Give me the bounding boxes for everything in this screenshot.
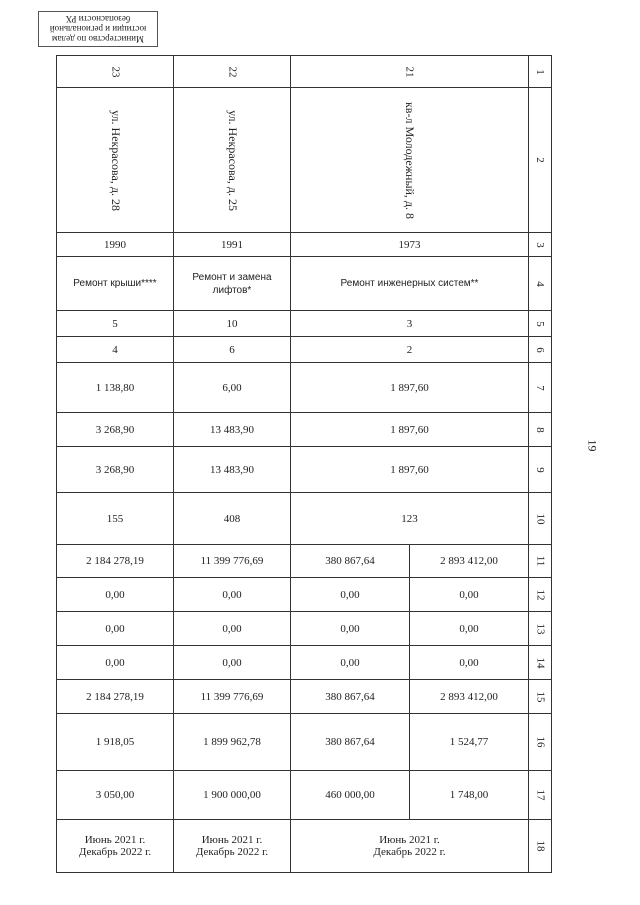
cell (291, 56, 529, 88)
table-row (57, 820, 552, 873)
row-number: 14 (529, 646, 552, 680)
table-row (57, 363, 552, 413)
cell: 0,00 (174, 646, 291, 680)
row-number: 17 (529, 771, 552, 820)
cell: 2 184 278,19 (57, 680, 174, 714)
date-cell: Июнь 2021 г. Декабрь 2022 г. (174, 820, 291, 873)
date-cell: Июнь 2021 г. Декабрь 2022 г. (57, 820, 174, 873)
cell: 2 (291, 337, 529, 363)
cell (57, 56, 174, 88)
cell: 11 399 776,69 (174, 545, 291, 578)
row-number: 2 (529, 88, 552, 233)
column-number: 23 (109, 66, 121, 77)
row-number: 13 (529, 612, 552, 646)
cell: 123 (291, 493, 529, 545)
row-number: 11 (529, 545, 552, 578)
cell (57, 88, 174, 233)
column-number: 21 (403, 66, 416, 77)
row-number: 1 (529, 56, 552, 88)
stamp-line: юстиции и региональной (49, 24, 147, 34)
cell (174, 56, 291, 88)
cell: 1 138,80 (57, 363, 174, 413)
stamp-line: безопасности РХ (65, 14, 131, 24)
table-row (57, 311, 552, 337)
table-row (57, 337, 552, 363)
cell: 13 483,90 (174, 413, 291, 447)
work-type-cell: Ремонт инженерных систем** (291, 257, 529, 311)
repair-schedule-table (56, 55, 552, 873)
cell: 3 050,00 (57, 771, 174, 820)
table-row (57, 714, 552, 771)
year-cell: 1991 (174, 233, 291, 257)
cell (174, 88, 291, 233)
cell: 10 (174, 311, 291, 337)
cell: 460 000,00 (291, 771, 410, 820)
cell: 0,00 (291, 646, 410, 680)
row-number: 8 (529, 413, 552, 447)
table-row (57, 233, 552, 257)
row-number: 18 (529, 820, 552, 873)
cell: 6,00 (174, 363, 291, 413)
row-number: 16 (529, 714, 552, 771)
cell: 0,00 (410, 612, 529, 646)
cell: 380 867,64 (291, 714, 410, 771)
table-row (57, 545, 552, 578)
cell (291, 88, 529, 233)
row-number: 6 (529, 337, 552, 363)
cell: 5 (57, 311, 174, 337)
date-cell: Июнь 2021 г. Декабрь 2022 г. (291, 820, 529, 873)
cell: 6 (174, 337, 291, 363)
table-row (57, 447, 552, 493)
cell: 1 900 000,00 (174, 771, 291, 820)
row-number: 5 (529, 311, 552, 337)
cell: 1 524,77 (410, 714, 529, 771)
cell: 0,00 (291, 578, 410, 612)
row-number: 4 (529, 257, 552, 311)
row-number: 3 (529, 233, 552, 257)
row-number: 10 (529, 493, 552, 545)
address-text: кв-л Молодежный, д. 8 (402, 101, 417, 219)
cell: 0,00 (410, 578, 529, 612)
stamp-line: Министерство по делам (51, 34, 145, 44)
cell: 0,00 (410, 646, 529, 680)
cell: 2 184 278,19 (57, 545, 174, 578)
row-number: 12 (529, 578, 552, 612)
address-text: ул. Некрасова, д. 25 (225, 109, 240, 211)
cell: 3 268,90 (57, 447, 174, 493)
work-type-cell: Ремонт и замена лифтов* (174, 257, 291, 311)
cell: 0,00 (57, 578, 174, 612)
cell: 1 897,60 (291, 363, 529, 413)
cell: 0,00 (174, 612, 291, 646)
cell: 3 (291, 311, 529, 337)
cell: 1 897,60 (291, 413, 529, 447)
year-cell: 1973 (291, 233, 529, 257)
cell: 380 867,64 (291, 680, 410, 714)
cell: 155 (57, 493, 174, 545)
row-number: 7 (529, 363, 552, 413)
cell: 2 893 412,00 (410, 680, 529, 714)
table-row (57, 646, 552, 680)
cell: 1 899 962,78 (174, 714, 291, 771)
cell: 2 893 412,00 (410, 545, 529, 578)
cell: 3 268,90 (57, 413, 174, 447)
cell: 1 897,60 (291, 447, 529, 493)
table-row (57, 578, 552, 612)
cell: 13 483,90 (174, 447, 291, 493)
work-type-cell: Ремонт крыши**** (57, 257, 174, 311)
cell: 0,00 (57, 646, 174, 680)
page-number: 19 (585, 439, 600, 452)
row-number: 15 (529, 680, 552, 714)
table-row (57, 88, 552, 233)
cell: 0,00 (174, 578, 291, 612)
cell: 408 (174, 493, 291, 545)
ministry-stamp (38, 11, 158, 47)
table-row (57, 413, 552, 447)
table-row (57, 612, 552, 646)
table-row (57, 771, 552, 820)
cell: 1 918,05 (57, 714, 174, 771)
address-text: ул. Некрасова, д. 28 (108, 109, 123, 211)
table-row (57, 493, 552, 545)
table-row (57, 56, 552, 88)
cell: 11 399 776,69 (174, 680, 291, 714)
cell: 380 867,64 (291, 545, 410, 578)
table-row (57, 257, 552, 311)
row-number: 9 (529, 447, 552, 493)
year-cell: 1990 (57, 233, 174, 257)
cell: 4 (57, 337, 174, 363)
cell: 0,00 (291, 612, 410, 646)
table-row (57, 680, 552, 714)
cell: 1 748,00 (410, 771, 529, 820)
cell: 0,00 (57, 612, 174, 646)
column-number: 22 (226, 66, 238, 77)
